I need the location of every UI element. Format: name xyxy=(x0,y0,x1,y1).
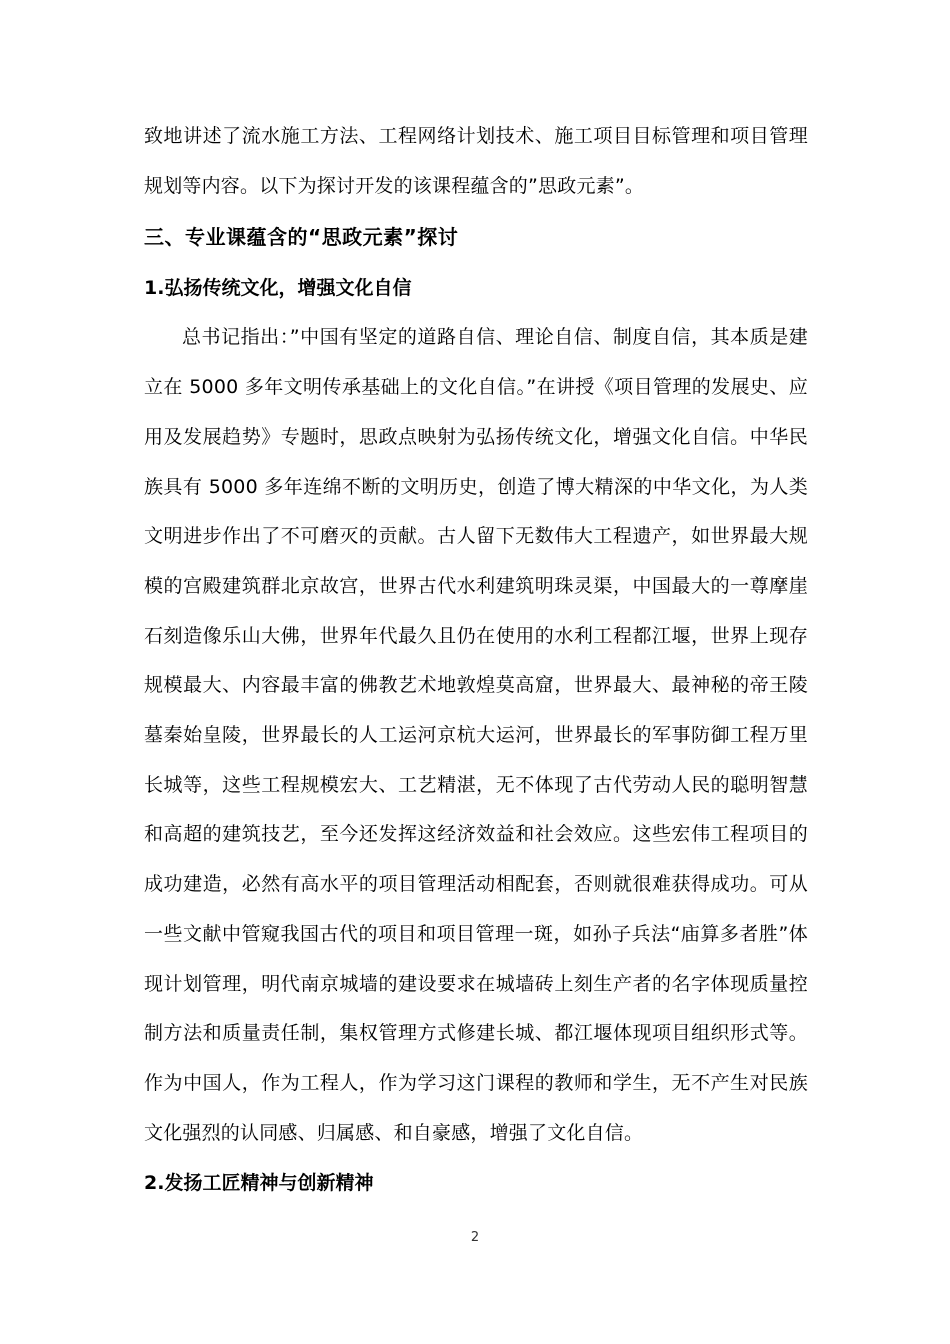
section-heading: 三、专业课蕴含的“思政元素”探讨 xyxy=(144,225,459,250)
page-number: 2 xyxy=(470,1230,480,1245)
page-content xyxy=(144,112,808,1208)
intro-paragraph: 致地讲述了流水施工方法、工程网络计划技术、施工项目目标管理和项目管理规划等内容。以下为探讨开发的该课程蕴含的”思政元素”。 xyxy=(144,125,808,197)
subsection-heading-2: 2.发扬工匠精神与创新精神 xyxy=(144,1172,374,1195)
subsection-heading-1: 1.弘扬传统文化，增强文化自信 xyxy=(144,277,412,300)
subsection-1-body: 总书记指出：”中国有坚定的道路自信、理论自信、制度自信，其本质是建立在 5000 多年文明传承基础上的文化自信。”在讲授《项目管理的发展史、应用及发展趋势》专题时，思政点映射为弘扬传统文化，增强文化自信。中华民族具有 5000 多年连绵不断的文明历史，创造了博大精深的中华文化，为人类文明进步作出了不可磨灭的贡献。古人留下无数伟大工程遗产，如世界最大规模的宫殿建筑群北京故宫，世界古代水利建筑明珠灵渠，中国最大的一尊摩崖石刻造像乐山大佛，世界年代最久且仍在使用的水利工程都江堰，世界上现存规模最大、内容最丰富的佛教艺术地敦煌莫高窟，世界最大、最神秘的帝王陵墓秦始皇陵，世界最长的人工运河京杭大运河，世界最长的军事防御工程万里长城等，这些工程规模宏大、工艺精湛，无不体现了古代劳动人民的聪明智慧和高超的建筑技艺，至今还发挥这经济效益和社会效应。这些宏伟工程项目的成功建造，必然有高水平的项目管理活动相配套，否则就很难获得成功。可从一些文献中管窥我国古代的项目和项目管理一斑，如孙子兵法“庙算多者胜”体现计划管理，明代南京城墙的建设要求在城墙砖上刻生产者的名字体现质量控制方法和质量责任制，集权管理方式修建长城、都江堰体现项目组织形式等。作为中国人，作为工程人，作为学习这门课程的教师和学生，无不产生对民族文化强烈的认同感、归属感、和自豪感，增强了文化自信。 xyxy=(144,326,808,1144)
